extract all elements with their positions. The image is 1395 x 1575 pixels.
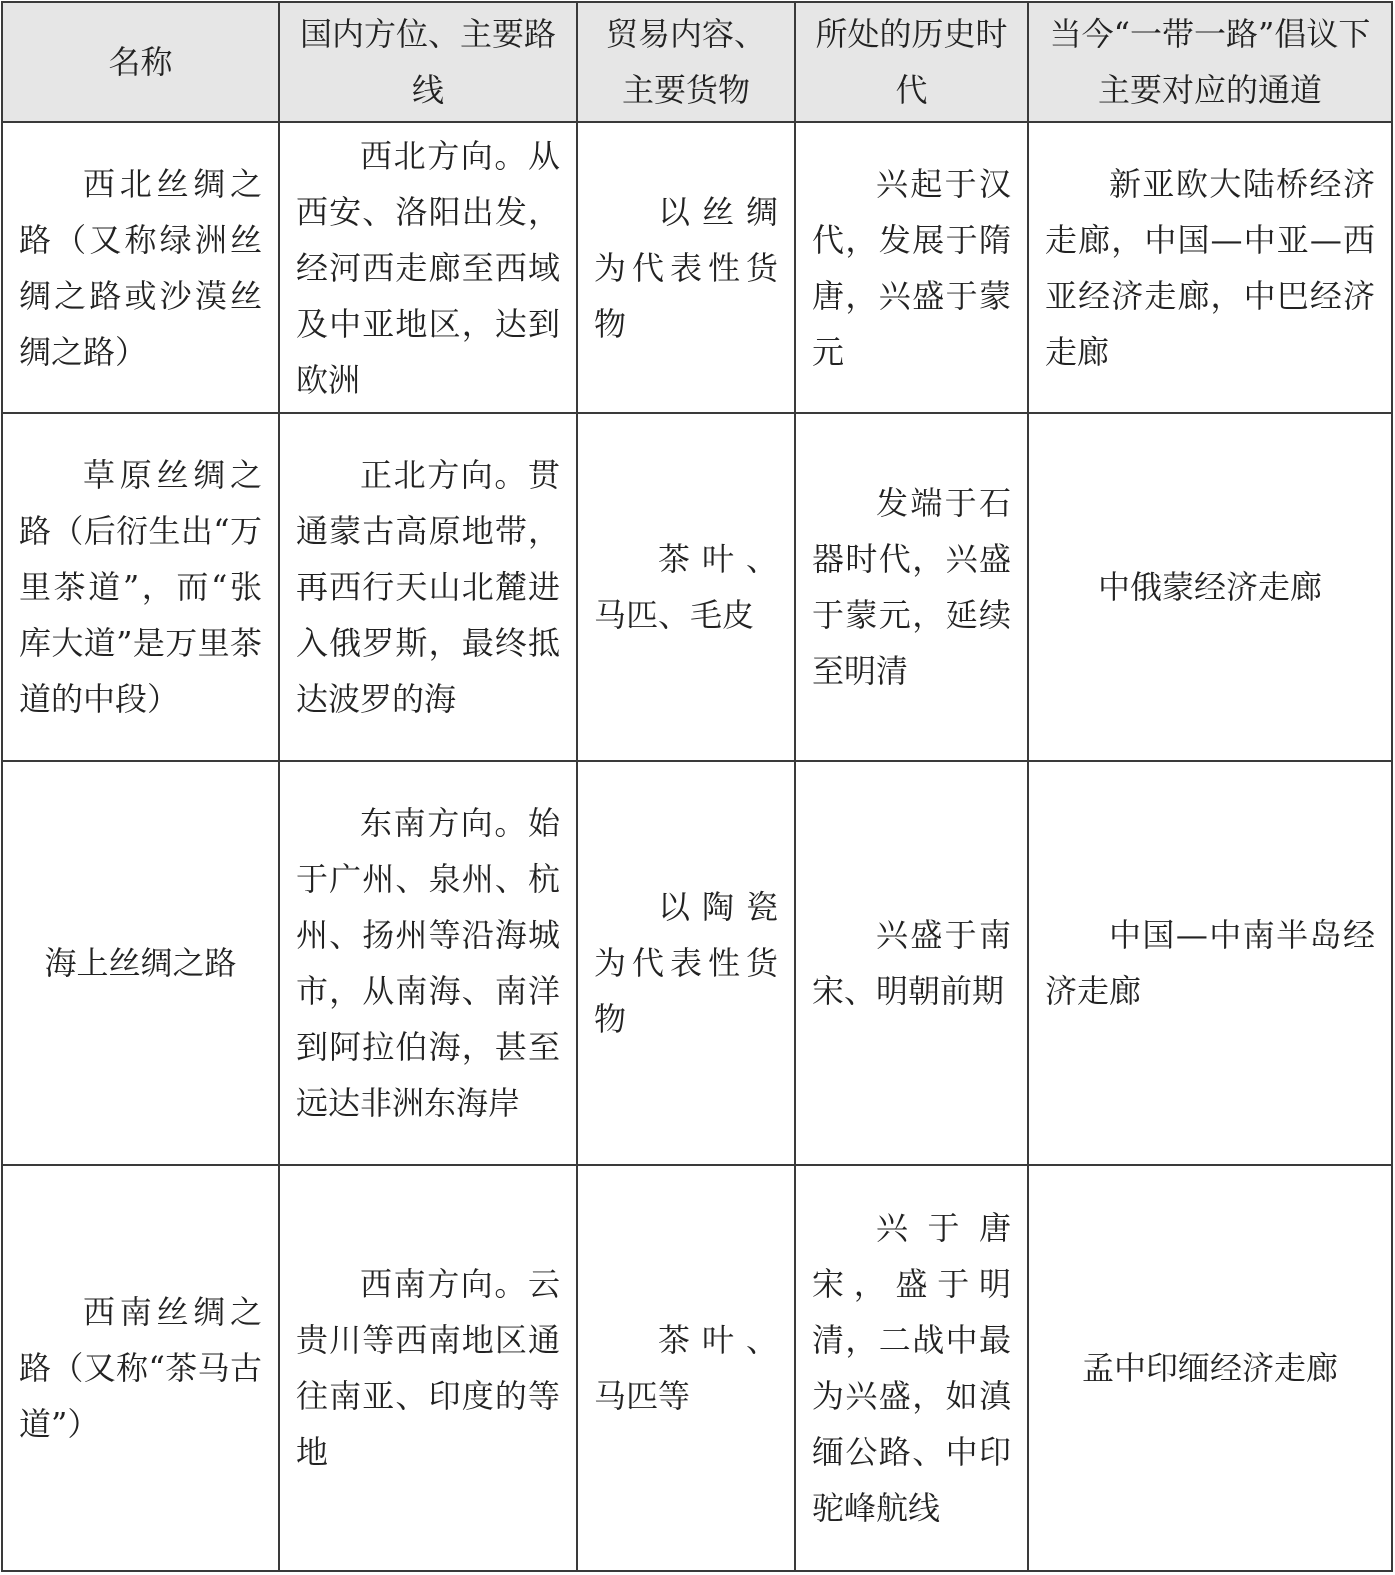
cell-name: 海上丝绸之路 xyxy=(2,761,279,1164)
header-goods: 贸易内容、主要货物 xyxy=(577,2,795,122)
cell-name: 草原丝绸之路（后衍生出“万里茶道”，而“张库大道”是万里茶道的中段） xyxy=(2,413,279,761)
cell-goods: 茶叶、马匹、毛皮 xyxy=(577,413,795,761)
table-row xyxy=(2,413,1392,761)
cell-goods: 以丝绸为代表性货物 xyxy=(577,122,795,413)
cell-name: 西南丝绸之路（又称“茶马古道”） xyxy=(2,1165,279,1571)
cell-goods: 茶叶、马匹等 xyxy=(577,1165,795,1571)
cell-route: 东南方向。始于广州、泉州、杭州、扬州等沿海城市，从南海、南洋到阿拉伯海，甚至远达非洲东海岸 xyxy=(279,761,577,1164)
cell-name: 西北丝绸之路（又称绿洲丝绸之路或沙漠丝绸之路） xyxy=(2,122,279,413)
silk-road-table xyxy=(1,1,1393,1572)
cell-era: 兴起于汉代，发展于隋唐，兴盛于蒙元 xyxy=(795,122,1028,413)
cell-era: 兴盛于南宋、明朝前期 xyxy=(795,761,1028,1164)
table-row xyxy=(2,122,1392,413)
table-row xyxy=(2,1165,1392,1571)
cell-route: 西南方向。云贵川等西南地区通往南亚、印度的等地 xyxy=(279,1165,577,1571)
header-corridor: 当今“一带一路”倡议下主要对应的通道 xyxy=(1028,2,1392,122)
header-name: 名称 xyxy=(2,2,279,122)
header-era: 所处的历史时代 xyxy=(795,2,1028,122)
cell-era: 兴于唐宋，盛于明清，二战中最为兴盛，如滇缅公路、中印驼峰航线 xyxy=(795,1165,1028,1571)
table-row xyxy=(2,761,1392,1164)
cell-era: 发端于石器时代，兴盛于蒙元，延续至明清 xyxy=(795,413,1028,761)
cell-goods: 以陶瓷为代表性货物 xyxy=(577,761,795,1164)
cell-corridor: 中俄蒙经济走廊 xyxy=(1028,413,1392,761)
cell-corridor: 中国—中南半岛经济走廊 xyxy=(1028,761,1392,1164)
header-route: 国内方位、主要路线 xyxy=(279,2,577,122)
cell-route: 西北方向。从西安、洛阳出发，经河西走廊至西域及中亚地区，达到欧洲 xyxy=(279,122,577,413)
cell-route: 正北方向。贯通蒙古高原地带，再西行天山北麓进入俄罗斯，最终抵达波罗的海 xyxy=(279,413,577,761)
cell-corridor: 孟中印缅经济走廊 xyxy=(1028,1165,1392,1571)
cell-corridor: 新亚欧大陆桥经济走廊，中国—中亚—西亚经济走廊，中巴经济走廊 xyxy=(1028,122,1392,413)
header-row xyxy=(2,2,1392,122)
